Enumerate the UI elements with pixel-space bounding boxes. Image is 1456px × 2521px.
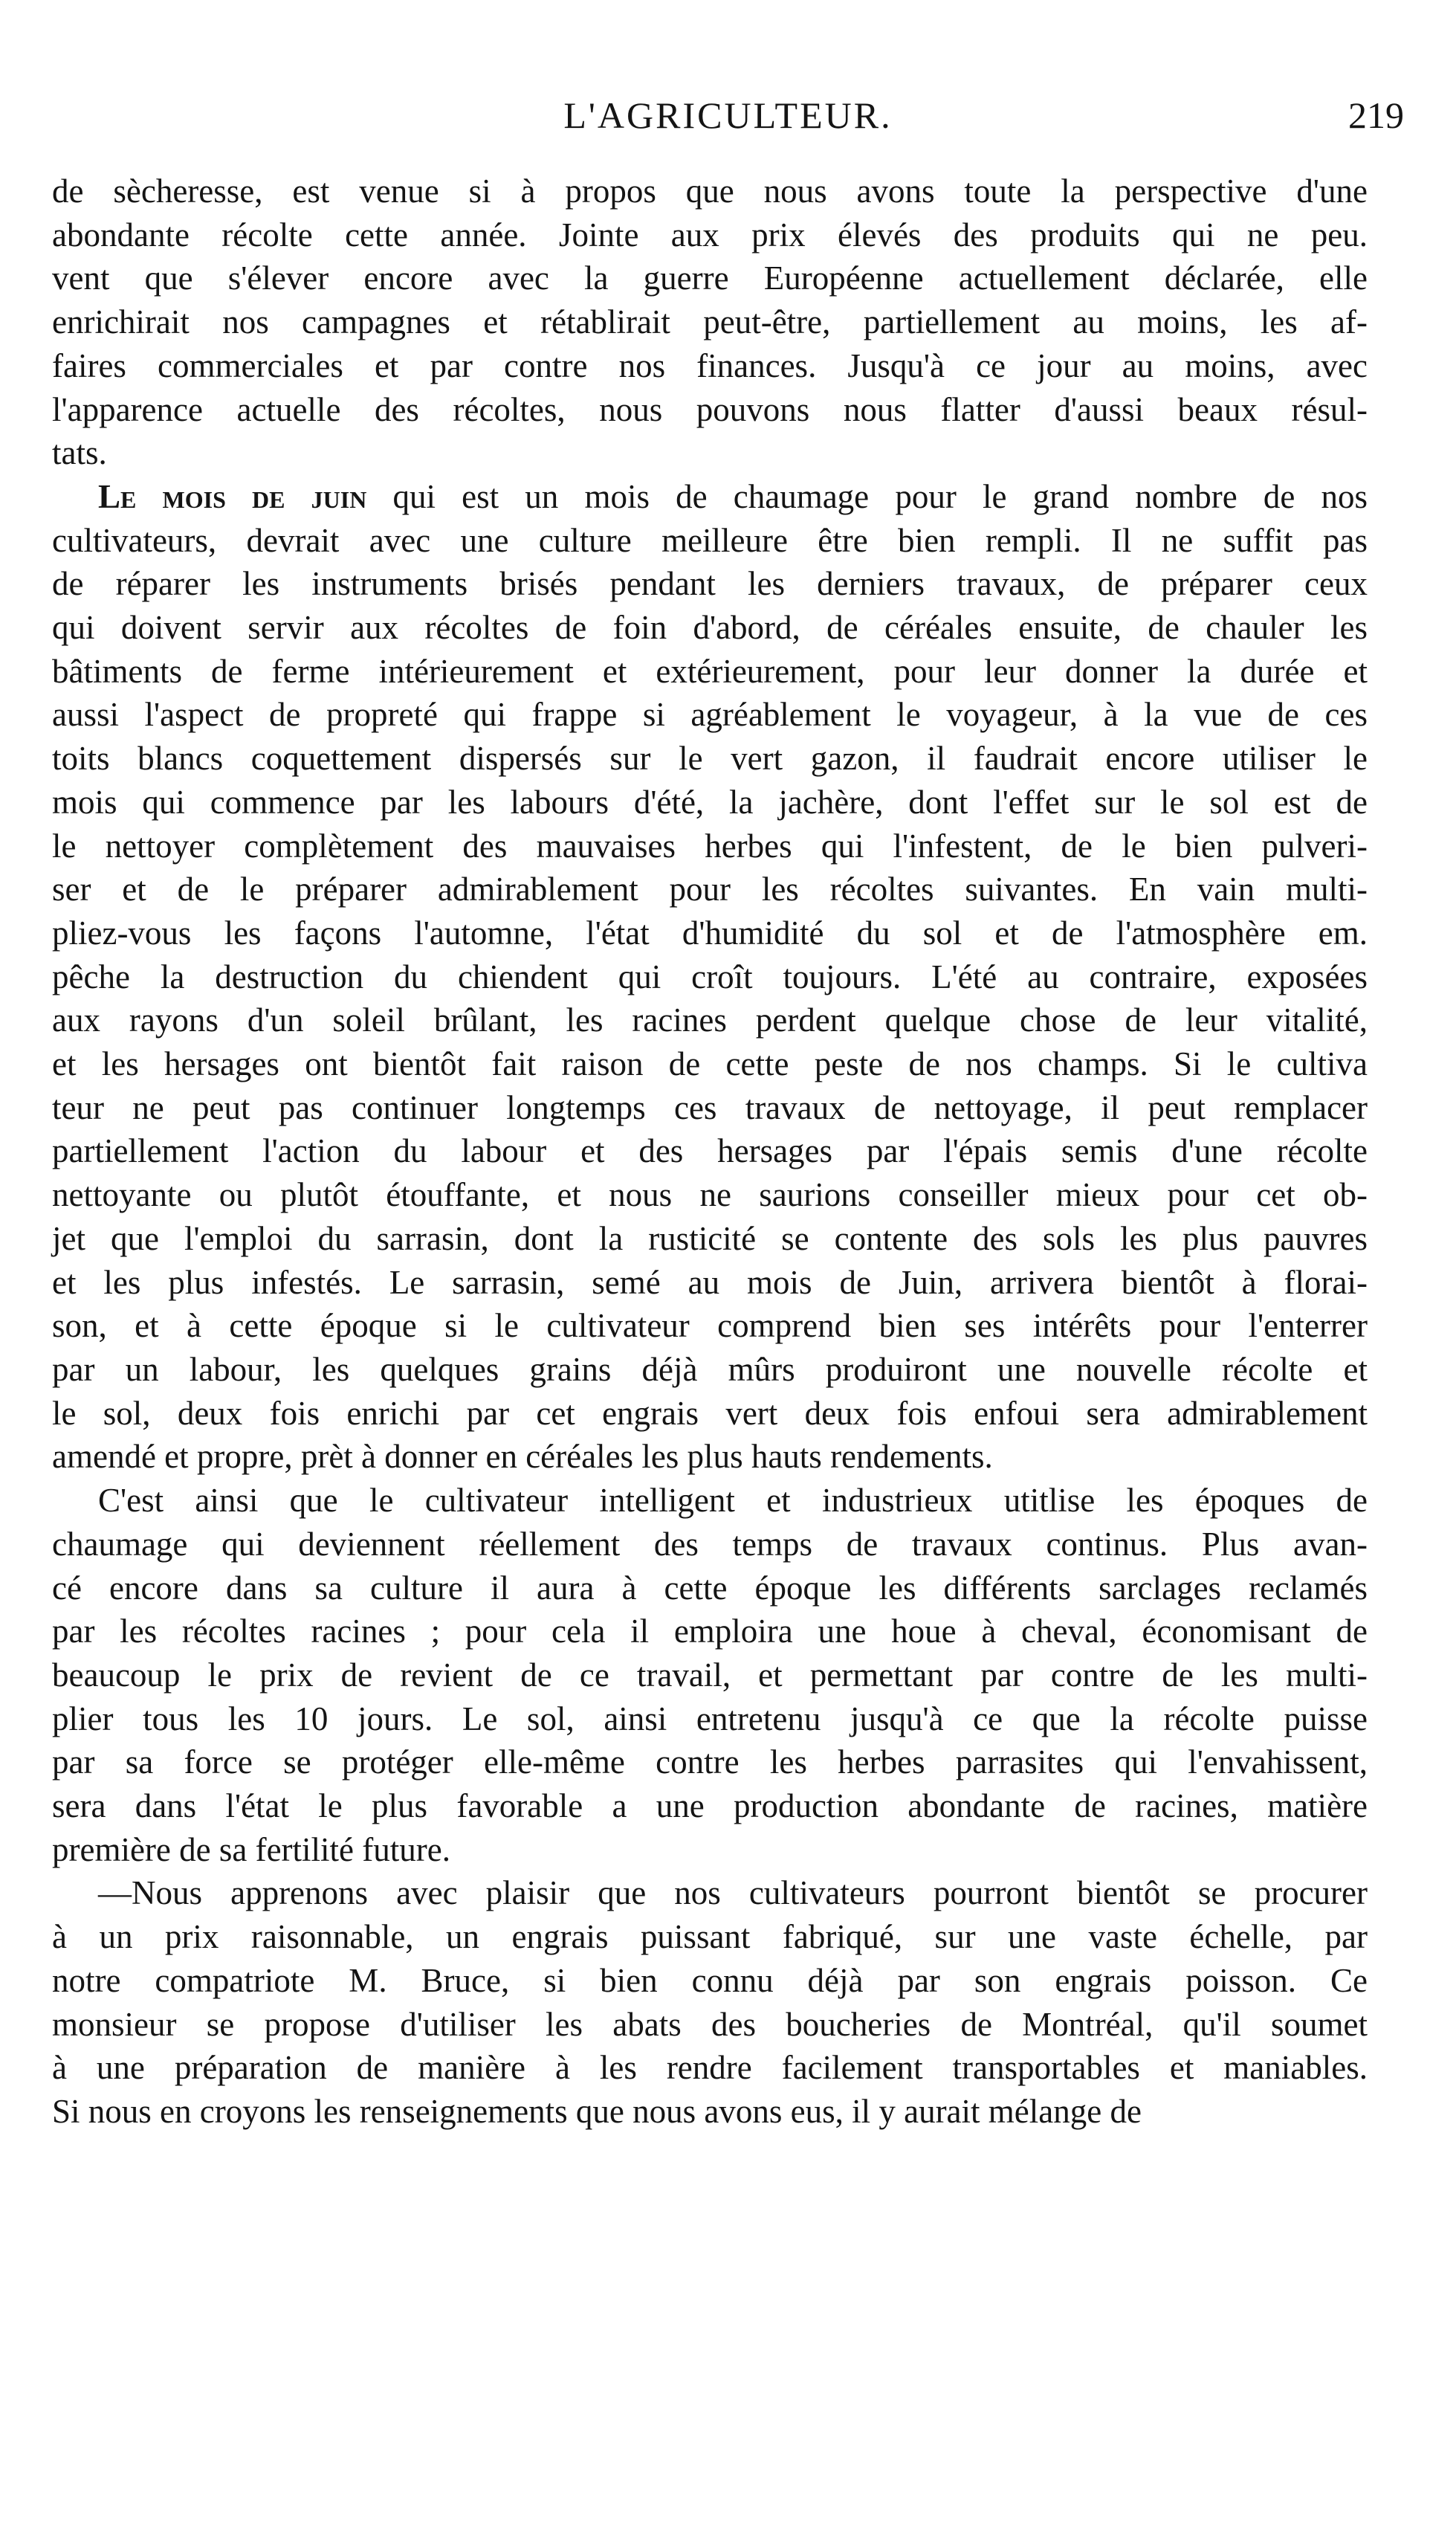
line-text: par les récoltes racines ; pour cela il emploira une houe à cheval, économisant de bbox=[52, 1613, 1368, 1650]
body-text bbox=[52, 170, 1368, 2134]
line-text: C'est ainsi que le cultivateur intelligent et industrieux utitlise les époques de bbox=[98, 1482, 1368, 1520]
text-line bbox=[52, 1653, 1368, 1697]
line-text: première de sa fertilité future. bbox=[52, 1830, 450, 1868]
line-text: pliez-vous les façons l'automne, l'état d'humidité du sol et de l'atmosphère em. bbox=[52, 914, 1368, 952]
text-line bbox=[52, 1042, 1368, 1086]
line-text: à un prix raisonnable, un engrais puissant fabriqué, sur une vaste échelle, par bbox=[52, 1918, 1368, 1956]
line-text: de sècheresse, est venue si à propos que nous avons toute la perspective d'une bbox=[52, 172, 1368, 210]
lead-in: Le mois de juin bbox=[98, 477, 367, 515]
line-text: l'apparence actuelle des récoltes, nous pouvons nous flatter d'aussi beaux résul- bbox=[52, 390, 1368, 428]
text-line bbox=[52, 824, 1368, 868]
text-line bbox=[52, 519, 1368, 563]
text-line bbox=[52, 431, 1368, 475]
text-line bbox=[52, 737, 1368, 781]
line-text: vent que s'élever encore avec la guerre Européenne actuellement déclarée, elle bbox=[52, 259, 1368, 297]
line-text: chaumage qui deviennent réellement des temps de travaux continus. Plus avan- bbox=[52, 1525, 1368, 1563]
text-line bbox=[52, 213, 1368, 257]
text-line bbox=[52, 1304, 1368, 1348]
line-text: ser et de le préparer admirablement pour les récoltes suivantes. En vain multi- bbox=[52, 871, 1368, 908]
text-line bbox=[52, 1129, 1368, 1173]
text-line bbox=[52, 1915, 1368, 1959]
line-text: le nettoyer complètement des mauvaises herbes qui l'infestent, de le bien pulveri- bbox=[52, 827, 1368, 865]
text-line bbox=[52, 1871, 1368, 1915]
line-text: sera dans l'état le plus favorable a une production abondante de racines, matière bbox=[52, 1787, 1368, 1825]
paragraph bbox=[52, 170, 1368, 475]
line-text: abondante récolte cette année. Jointe aux prix élevés des produits qui ne peu. bbox=[52, 216, 1368, 254]
text-line bbox=[52, 2090, 1368, 2134]
text-line bbox=[52, 1217, 1368, 1261]
text-line bbox=[52, 1828, 1368, 1872]
text-line bbox=[52, 388, 1368, 432]
text-line bbox=[52, 475, 1368, 519]
line-text: par sa force se protéger elle-même contre les herbes parrasites qui l'envahissent, bbox=[52, 1743, 1368, 1781]
text-line bbox=[52, 1086, 1368, 1130]
line-text: monsieur se propose d'utiliser les abats des boucheries de Montréal, qu'il soumet bbox=[52, 2005, 1368, 2043]
line-text: —Nous apprenons avec plaisir que nos cultivateurs pourront bientôt se procurer bbox=[98, 1874, 1368, 1912]
line-text: notre compatriote M. Bruce, si bien connu déjà par son engrais poisson. Ce bbox=[52, 1961, 1368, 1999]
paragraph bbox=[52, 1871, 1368, 2133]
line-text: beaucoup le prix de revient de ce travail, et permettant par contre de les multi- bbox=[52, 1656, 1368, 1694]
text-line bbox=[52, 1959, 1368, 2003]
page-number: 219 bbox=[1348, 94, 1404, 136]
text-line bbox=[52, 781, 1368, 824]
line-text: pêche la destruction du chiendent qui croît toujours. L'été au contraire, exposées bbox=[52, 958, 1368, 995]
line-text: jet que l'emploi du sarrasin, dont la rusticité se contente des sols les plus pauvres bbox=[52, 1219, 1368, 1257]
text-line bbox=[52, 344, 1368, 388]
line-text: le sol, deux fois enrichi par cet engrais vert deux fois enfoui sera admirablement bbox=[52, 1394, 1368, 1432]
text-line bbox=[52, 1392, 1368, 1436]
line-text: faires commerciales et par contre nos finances. Jusqu'à ce jour au moins, avec bbox=[52, 346, 1368, 384]
line-text: teur ne peut pas continuer longtemps ces travaux de nettoyage, il peut remplacer bbox=[52, 1088, 1368, 1126]
text-line bbox=[52, 650, 1368, 694]
line-text: à une préparation de manière à les rendre facilement transportables et maniables. bbox=[52, 2049, 1368, 2087]
text-line bbox=[52, 256, 1368, 300]
line-text: qui est un mois de chaumage pour le grand nombre de nos bbox=[366, 477, 1368, 515]
line-text: bâtiments de ferme intérieurement et extérieurement, pour leur donner la durée et bbox=[52, 652, 1368, 690]
line-text: Si nous en croyons les renseignements que nous avons eus, il y aurait mélange de bbox=[52, 2092, 1142, 2130]
line-text: de réparer les instruments brisés pendant les derniers travaux, de préparer ceux bbox=[52, 565, 1368, 603]
line-text: cé encore dans sa culture il aura à cette époque les différents sarclages reclamés bbox=[52, 1569, 1368, 1607]
line-text: amendé et propre, prèt à donner en céréales les plus hauts rendements. bbox=[52, 1438, 993, 1476]
text-line bbox=[52, 1173, 1368, 1217]
text-line bbox=[52, 170, 1368, 213]
line-text: et les hersages ont bientôt fait raison de cette peste de nos champs. Si le cultiva bbox=[52, 1045, 1368, 1083]
paragraph bbox=[52, 1479, 1368, 1871]
line-text: plier tous les 10 jours. Le sol, ainsi entretenu jusqu'à ce que la récolte puisse bbox=[52, 1700, 1368, 1737]
page-title: L'AGRICULTEUR. bbox=[563, 94, 893, 136]
line-text: aussi l'aspect de propreté qui frappe si agréablement le voyageur, à la vue de ces bbox=[52, 696, 1368, 734]
text-line bbox=[52, 1348, 1368, 1392]
text-line bbox=[52, 911, 1368, 955]
line-text: partiellement l'action du labour et des hersages par l'épais semis d'une récolte bbox=[52, 1132, 1368, 1170]
line-text: toits blancs coquettement dispersés sur le vert gazon, il faudrait encore utiliser le bbox=[52, 740, 1368, 778]
text-line bbox=[52, 1566, 1368, 1610]
line-text: qui doivent servir aux récoltes de foin d'abord, de céréales ensuite, de chauler les bbox=[52, 609, 1368, 647]
text-line bbox=[52, 1523, 1368, 1566]
line-text: tats. bbox=[52, 434, 107, 472]
text-line bbox=[52, 606, 1368, 650]
text-line bbox=[52, 2046, 1368, 2090]
running-head bbox=[52, 89, 1404, 141]
text-line bbox=[52, 1740, 1368, 1784]
text-line bbox=[52, 562, 1368, 606]
line-text: et les plus infestés. Le sarrasin, semé au mois de Juin, arrivera bientôt à florai- bbox=[52, 1263, 1368, 1301]
line-text: mois qui commence par les labours d'été, la jachère, dont l'effet sur le sol est de bbox=[52, 783, 1368, 821]
text-line bbox=[52, 1479, 1368, 1523]
line-text: cultivateurs, devrait avec une culture meilleure être bien rempli. Il ne suffit pas bbox=[52, 521, 1368, 559]
text-line bbox=[52, 1435, 1368, 1479]
line-text: aux rayons d'un soleil brûlant, les racines perdent quelque chose de leur vitalité, bbox=[52, 1001, 1368, 1039]
paragraph bbox=[52, 475, 1368, 1479]
line-text: par un labour, les quelques grains déjà mûrs produiront une nouvelle récolte et bbox=[52, 1350, 1368, 1388]
text-line bbox=[52, 955, 1368, 999]
line-text: nettoyante ou plutôt étouffante, et nous ne saurions conseiller mieux pour cet ob- bbox=[52, 1176, 1368, 1214]
text-line bbox=[52, 1610, 1368, 1653]
text-line bbox=[52, 1261, 1368, 1305]
line-text: enrichirait nos campagnes et rétablirait peut-être, partiellement au moins, les af- bbox=[52, 303, 1368, 341]
line-text: son, et à cette époque si le cultivateur comprend bien ses intérêts pour l'enterrer bbox=[52, 1307, 1368, 1345]
text-line bbox=[52, 300, 1368, 344]
text-line bbox=[52, 1697, 1368, 1741]
text-line bbox=[52, 693, 1368, 737]
text-line bbox=[52, 2003, 1368, 2047]
text-line bbox=[52, 868, 1368, 911]
text-line bbox=[52, 1784, 1368, 1828]
text-line bbox=[52, 998, 1368, 1042]
